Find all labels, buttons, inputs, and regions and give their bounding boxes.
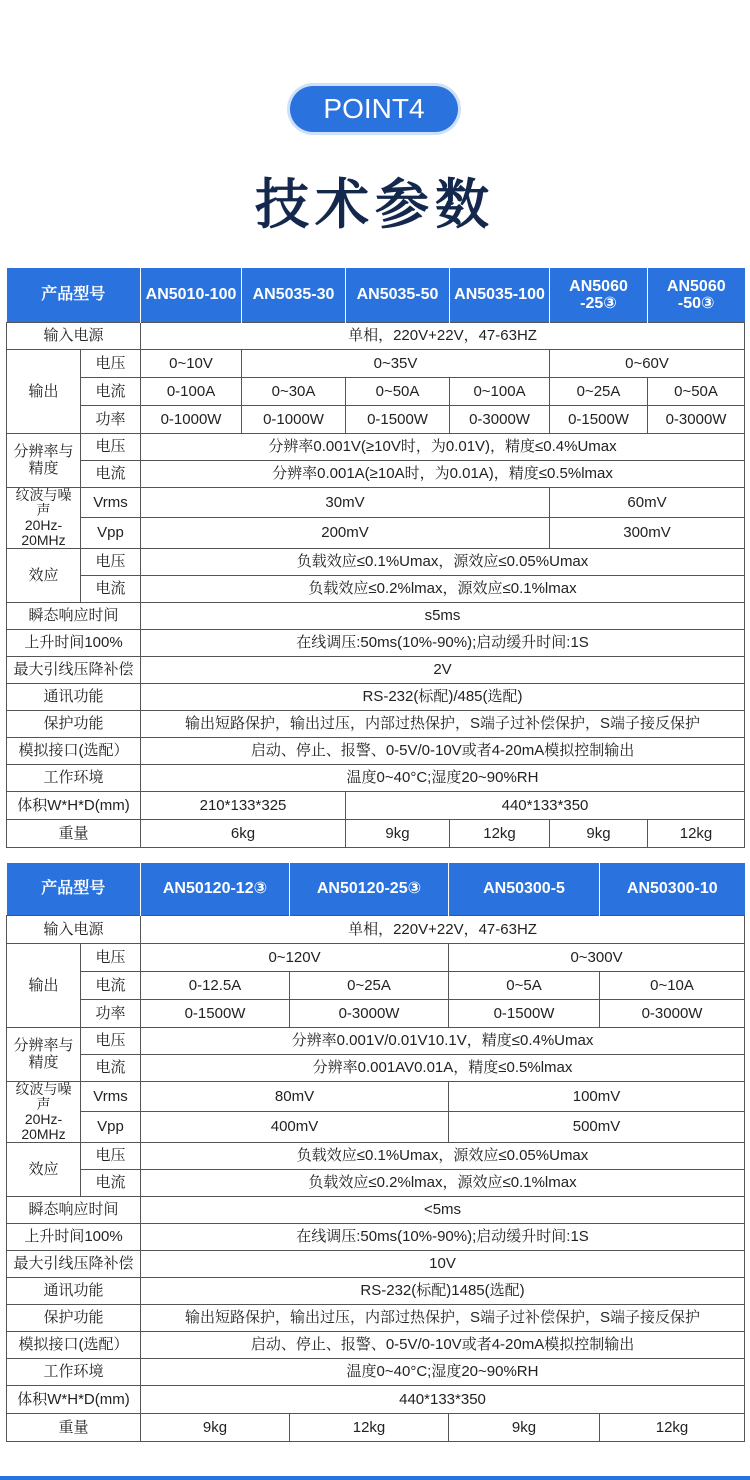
cell-value: 12kg (600, 1413, 745, 1441)
row-label: 通讯功能 (7, 683, 141, 710)
cell-value: 0~300V (449, 943, 745, 971)
input-power-row (7, 322, 745, 349)
output-current-row (7, 377, 745, 405)
volume-row (7, 1385, 745, 1413)
cell-value: 6kg (141, 819, 346, 847)
cell-value: 0-3000W (600, 999, 745, 1027)
row-sublabel: 电压 (81, 943, 141, 971)
resolution-current-row (7, 1054, 745, 1081)
row-label: 保护功能 (7, 710, 141, 737)
output-current-row (7, 971, 745, 999)
effect-voltage-row (7, 548, 745, 575)
row-sublabel: 电流 (81, 460, 141, 487)
row-label: 重量 (7, 819, 141, 847)
environment-row (7, 1358, 745, 1385)
row-label: 瞬态响应时间 (7, 602, 141, 629)
spec-table-2 (6, 863, 745, 1442)
comm-row (7, 683, 745, 710)
row-sublabel: Vpp (81, 1112, 141, 1143)
row-sublabel: Vrms (81, 1081, 141, 1112)
analog-row (7, 737, 745, 764)
cell-value: 0~60V (550, 349, 745, 377)
header-row (7, 863, 745, 915)
cell-value: 0-1500W (550, 405, 648, 433)
row-value: 在线调压:50ms(10%-90%);启动缓升时间:1S (141, 629, 745, 656)
header-model-label: 产品型号 (7, 863, 141, 915)
comm-row (7, 1277, 745, 1304)
cell-value: 0~50A (346, 377, 450, 405)
row-value: 单相，220V+22V，47-63HZ (141, 915, 745, 943)
row-sublabel: 电流 (81, 1054, 141, 1081)
resolution-current-row (7, 460, 745, 487)
header-model: AN50300-10 (600, 863, 745, 915)
row-sublabel: 功率 (81, 405, 141, 433)
header-model: AN5035-100 (450, 268, 550, 322)
row-value: 启动、停止、报警、0-5V/0-10V或者4-20mA模拟控制输出 (141, 737, 745, 764)
row-value: 分辨率0.001V/0.01V10.1V，精度≤0.4%Umax (141, 1027, 745, 1054)
weight-row (7, 1413, 745, 1441)
header-model: AN50300-5 (449, 863, 600, 915)
bottom-accent-line (0, 1476, 750, 1480)
cell-value: 400mV (141, 1112, 449, 1143)
spec-table-1 (6, 268, 745, 848)
cell-value: 0-1500W (141, 999, 290, 1027)
cell-value: 9kg (449, 1413, 600, 1441)
row-value: 负载效应≤0.1%Umax，源效应≤0.05%Umax (141, 548, 745, 575)
row-value: 输出短路保护，输出过压，内部过热保护，S端子过补偿保护，S端子接反保护 (141, 710, 745, 737)
transient-row (7, 602, 745, 629)
header-model: AN5010-100 (141, 268, 242, 322)
row-value: 2V (141, 656, 745, 683)
cell-value: 0~50A (648, 377, 745, 405)
row-sublabel: 电压 (81, 433, 141, 460)
header-model: AN50120-12③ (141, 863, 290, 915)
cell-value: 12kg (290, 1413, 449, 1441)
row-sublabel: Vpp (81, 518, 141, 549)
header-model: AN5060 -25③ (550, 268, 648, 322)
header-model: AN5060 -50③ (648, 268, 745, 322)
cell-value: 500mV (449, 1112, 745, 1143)
cell-value: 30mV (141, 487, 550, 518)
row-label: 通讯功能 (7, 1277, 141, 1304)
cell-value: 0~10A (600, 971, 745, 999)
row-label: 输入电源 (7, 915, 141, 943)
row-sublabel: 电流 (81, 575, 141, 602)
effect-current-row (7, 575, 745, 602)
effect-current-row (7, 1169, 745, 1196)
resolution-voltage-row (7, 1027, 745, 1054)
cell-value: 9kg (141, 1413, 290, 1441)
cell-value: 60mV (550, 487, 745, 518)
row-group-label: 分辨率与 精度 (7, 1027, 81, 1081)
output-voltage-row (7, 943, 745, 971)
row-label: 瞬态响应时间 (7, 1196, 141, 1223)
row-sublabel: 电压 (81, 1142, 141, 1169)
header-model: AN50120-25③ (290, 863, 449, 915)
row-label: 重量 (7, 1413, 141, 1441)
cell-value: 9kg (550, 819, 648, 847)
cell-value: 9kg (346, 819, 450, 847)
cell-value: 0~35V (242, 349, 550, 377)
compensation-row (7, 1250, 745, 1277)
cell-value: 0-1000W (141, 405, 242, 433)
resolution-voltage-row (7, 433, 745, 460)
row-group-label: 效应 (7, 548, 81, 602)
row-label: 最大引线压降补偿 (7, 656, 141, 683)
output-power-row (7, 405, 745, 433)
row-value: 温度0~40°C;湿度20~90%RH (141, 1358, 745, 1385)
row-value: 10V (141, 1250, 745, 1277)
cell-value: 0~120V (141, 943, 449, 971)
cell-value: 12kg (648, 819, 745, 847)
analog-row (7, 1331, 745, 1358)
rise-time-row (7, 629, 745, 656)
cell-value: 0~100A (450, 377, 550, 405)
row-value: RS-232(标配)/485(选配) (141, 683, 745, 710)
weight-row (7, 819, 745, 847)
row-value: 负载效应≤0.2%lmax，源效应≤0.1%lmax (141, 575, 745, 602)
row-value: <5ms (141, 1196, 745, 1223)
compensation-row (7, 656, 745, 683)
row-group-label: 输出 (7, 943, 81, 1027)
row-value: RS-232(标配)1485(选配) (141, 1277, 745, 1304)
cell-value: 0-3000W (290, 999, 449, 1027)
cell-value: 0~10V (141, 349, 242, 377)
row-value: 负载效应≤0.1%Umax，源效应≤0.05%Umax (141, 1142, 745, 1169)
point-badge: POINT4 (290, 86, 458, 132)
row-label: 上升时间100% (7, 1223, 141, 1250)
environment-row (7, 764, 745, 791)
cell-value: 0-3000W (450, 405, 550, 433)
cell-value: 210*133*325 (141, 791, 346, 819)
transient-row (7, 1196, 745, 1223)
row-group-label: 输出 (7, 349, 81, 433)
row-label: 保护功能 (7, 1304, 141, 1331)
row-label: 体积W*H*D(mm) (7, 791, 141, 819)
row-sublabel: Vrms (81, 487, 141, 518)
cell-value: 0-100A (141, 377, 242, 405)
row-group-label: 纹波与噪声 20Hz- 20MHz (7, 1081, 81, 1142)
row-value: 分辨率0.001A(≥10A时，为0.01A)，精度≤0.5%lmax (141, 460, 745, 487)
header-model: AN5035-50 (346, 268, 450, 322)
row-value: 单相，220V+22V，47-63HZ (141, 322, 745, 349)
cell-value: 0-1500W (449, 999, 600, 1027)
row-label: 工作环境 (7, 1358, 141, 1385)
row-value: 负载效应≤0.2%lmax，源效应≤0.1%lmax (141, 1169, 745, 1196)
input-power-row (7, 915, 745, 943)
row-label: 体积W*H*D(mm) (7, 1385, 141, 1413)
row-value: 分辨率0.001AV0.01A，精度≤0.5%lmax (141, 1054, 745, 1081)
row-value: 在线调压:50ms(10%-90%);启动缓升时间:1S (141, 1223, 745, 1250)
rise-time-row (7, 1223, 745, 1250)
row-label: 工作环境 (7, 764, 141, 791)
row-group-label: 纹波与噪声 20Hz- 20MHz (7, 487, 81, 548)
row-group-label: 分辨率与 精度 (7, 433, 81, 487)
row-label: 最大引线压降补偿 (7, 1250, 141, 1277)
row-sublabel: 电流 (81, 1169, 141, 1196)
cell-value: 0~25A (290, 971, 449, 999)
protection-row (7, 1304, 745, 1331)
row-value: 启动、停止、报警、0-5V/0-10V或者4-20mA模拟控制输出 (141, 1331, 745, 1358)
row-sublabel: 电压 (81, 349, 141, 377)
cell-value: 0-3000W (648, 405, 745, 433)
row-label: 模拟接口(选配） (7, 1331, 141, 1358)
cell-value: 12kg (450, 819, 550, 847)
cell-value: 80mV (141, 1081, 449, 1112)
row-label: 模拟接口(选配） (7, 737, 141, 764)
cell-value: 440*133*350 (346, 791, 745, 819)
output-voltage-row (7, 349, 745, 377)
protection-row (7, 710, 745, 737)
row-value: s5ms (141, 602, 745, 629)
cell-value: 0~30A (242, 377, 346, 405)
ripple-vpp-row (7, 518, 745, 549)
row-sublabel: 电压 (81, 548, 141, 575)
cell-value: 200mV (141, 518, 550, 549)
row-sublabel: 电压 (81, 1027, 141, 1054)
header-row (7, 268, 745, 322)
ripple-vpp-row (7, 1112, 745, 1143)
row-label: 输入电源 (7, 322, 141, 349)
row-value: 440*133*350 (141, 1385, 745, 1413)
cell-value: 0-1500W (346, 405, 450, 433)
page-title: 技术参数 (255, 175, 495, 235)
cell-value: 100mV (449, 1081, 745, 1112)
cell-value: 0-1000W (242, 405, 346, 433)
row-value: 温度0~40°C;湿度20~90%RH (141, 764, 745, 791)
row-sublabel: 功率 (81, 999, 141, 1027)
cell-value: 0-12.5A (141, 971, 290, 999)
cell-value: 300mV (550, 518, 745, 549)
effect-voltage-row (7, 1142, 745, 1169)
row-sublabel: 电流 (81, 377, 141, 405)
row-value: 输出短路保护，输出过压，内部过热保护，S端子过补偿保护，S端子接反保护 (141, 1304, 745, 1331)
header-model-label: 产品型号 (7, 268, 141, 322)
row-sublabel: 电流 (81, 971, 141, 999)
ripple-vrms-row (7, 1081, 745, 1112)
row-label: 上升时间100% (7, 629, 141, 656)
volume-row (7, 791, 745, 819)
row-group-label: 效应 (7, 1142, 81, 1196)
header-model: AN5035-30 (242, 268, 346, 322)
cell-value: 0~5A (449, 971, 600, 999)
cell-value: 0~25A (550, 377, 648, 405)
output-power-row (7, 999, 745, 1027)
row-value: 分辨率0.001V(≥10V时，为0.01V)，精度≤0.4%Umax (141, 433, 745, 460)
ripple-vrms-row (7, 487, 745, 518)
